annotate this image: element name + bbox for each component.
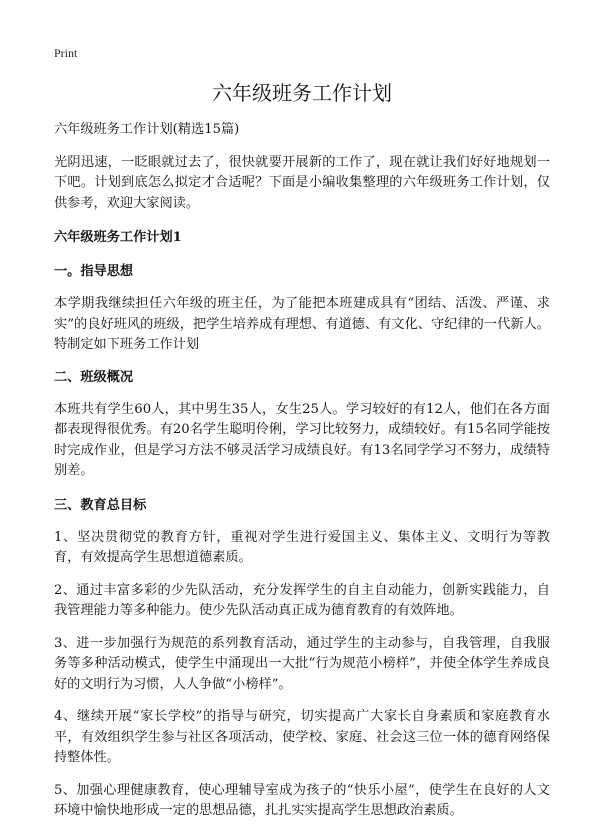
section-heading-class-overview: 二、班级概况 bbox=[54, 369, 134, 385]
section-heading-education-goals: 三、教育总目标 bbox=[54, 497, 147, 513]
plan-heading: 六年级班务工作计划1 bbox=[54, 230, 182, 245]
goal-item-3: 3、进一步加强行为规范的系列教育活动，通过学生的主动参与，自我管理，自我服务等多种活动模式，使学生中涌现出一大批“行为规范小榜样”，并使全体学生养成良好的文明行为习惯，人人争做“小榜样”。 bbox=[54, 635, 550, 692]
print-link[interactable]: Print bbox=[54, 46, 78, 60]
goal-item-1: 1、坚决贯彻党的教育方针，重视对学生进行爱国主义、集体主义、文明行为等教育，有效提高学生思想道德素质。 bbox=[54, 529, 550, 565]
document-title: 六年级班务工作计划 bbox=[212, 81, 392, 105]
goal-item-4: 4、继续开展“家长学校”的指导与研究，切实提高广大家长自身素质和家庭教育水平，有效组织学生参与社区各项活动，使学校、家庭、社会这三位一体的德育网络保持整体性。 bbox=[54, 709, 550, 765]
goal-item-2: 2、通过丰富多彩的少先队活动，充分发挥学生的自主自动能力，创新实践能力，自我管理能力等多种能力。使少先队活动真正成为德育教育的有效阵地。 bbox=[54, 582, 550, 618]
intro-paragraph: 光阴迅速，一眨眼就过去了，很快就要开展新的工作了，现在就让我们好好地规划一下吧。计划到底怎么拟定才合适呢？下面是小编收集整理的六年级班务工作计划，仅供参考，欢迎大家阅读。 bbox=[54, 154, 550, 211]
section-text-class-overview: 本班共有学生60人，其中男生35人，女生25人。学习较好的有12人，他们在各方面都表现得很优秀。有20名学生聪明伶俐，学习比较努力，成绩较好。有15名同学能按时完成作业，但是学习方法不够灵活学习成绩良好。有13名同学学习不努力，成绩特别差。 bbox=[54, 401, 550, 478]
goal-item-5: 5、加强心理健康教育，使心理辅导室成为孩子的“快乐小屋”，使学生在良好的人文环境中愉快地形成一定的思想品德，扎扎实实提高学生思想政治素质。 bbox=[54, 782, 550, 818]
subtitle: 六年级班务工作计划(精选15篇) bbox=[54, 122, 240, 137]
section-heading-guiding-idea: 一。指导思想 bbox=[54, 264, 134, 279]
document-body bbox=[54, 120, 550, 822]
section-text-guiding-idea: 本学期我继续担任六年级的班主任，为了能把本班建成具有“团结、活泼、严谨、求实”的良好班风的班级，把学生培养成有理想、有道德、有文化、守纪律的一代新人。特制定如下班务工作计划 bbox=[54, 296, 550, 352]
